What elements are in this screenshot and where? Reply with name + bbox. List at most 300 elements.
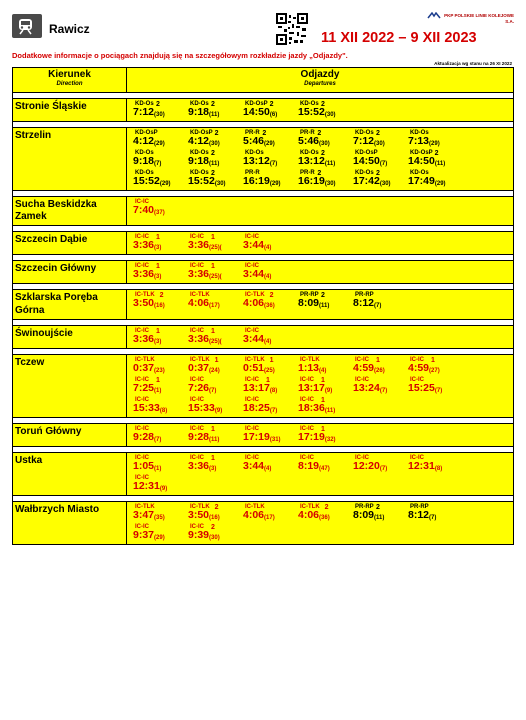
footnote-ref: (11) bbox=[324, 161, 336, 167]
departure-entry bbox=[242, 503, 297, 523]
footnote-ref: (7) bbox=[269, 407, 278, 414]
departure-time: 14:50 bbox=[353, 155, 380, 167]
train-category: IC-IC bbox=[135, 425, 149, 432]
table-row bbox=[13, 261, 514, 284]
footnote-ref: (27) bbox=[429, 367, 440, 374]
footnote-ref: (11) bbox=[374, 514, 385, 521]
departure-time: 15:33 bbox=[188, 401, 215, 414]
departures-grid bbox=[132, 291, 513, 311]
departure-time-wrap bbox=[133, 298, 165, 309]
footnote-ref: (36) bbox=[319, 514, 330, 521]
platform-number: 2 bbox=[376, 130, 380, 137]
train-category: IC-TLK bbox=[245, 356, 265, 363]
departure-entry bbox=[132, 149, 187, 169]
departure-entry bbox=[242, 149, 297, 169]
platform-number: 2 bbox=[376, 503, 380, 511]
qr-code-icon bbox=[276, 13, 308, 45]
departure-time-wrap bbox=[408, 176, 446, 187]
departure-time-wrap bbox=[243, 136, 275, 147]
departure-time: 7:12 bbox=[353, 135, 375, 147]
station-name: Rawicz bbox=[49, 22, 90, 36]
platform-number: 2 bbox=[159, 292, 164, 300]
departure-entry bbox=[352, 291, 407, 311]
footnote-ref: (4) bbox=[264, 245, 272, 252]
departure-entry bbox=[187, 503, 242, 523]
departure-time-wrap bbox=[353, 176, 391, 187]
departure-entry bbox=[132, 100, 187, 120]
departure-time-wrap bbox=[243, 107, 277, 118]
platform-number: 2 bbox=[156, 101, 160, 108]
departure-time-wrap bbox=[298, 510, 330, 521]
departure-time: 12:20 bbox=[353, 459, 380, 472]
departure-time: 18:36 bbox=[298, 401, 325, 414]
footnote-ref: (7) bbox=[379, 465, 388, 472]
departure-entry bbox=[132, 523, 187, 543]
train-category: IC-TLK bbox=[245, 503, 265, 510]
departure-time: 8:09 bbox=[298, 297, 320, 310]
footnote-ref: (8) bbox=[269, 387, 278, 394]
footnote-ref: (6) bbox=[269, 112, 278, 118]
departure-time-wrap bbox=[298, 136, 330, 147]
departure-entry bbox=[297, 291, 352, 311]
departure-entry bbox=[297, 503, 352, 523]
departure-time: 14:50 bbox=[408, 155, 435, 167]
departure-time-wrap bbox=[133, 403, 167, 414]
platform-number: 1 bbox=[431, 356, 435, 364]
departure-entry bbox=[187, 425, 242, 445]
departure-time: 15:52 bbox=[188, 175, 215, 187]
destination-name: Ustka bbox=[13, 452, 127, 495]
footnote-ref: (17) bbox=[209, 303, 220, 310]
departure-entry bbox=[187, 262, 242, 282]
platform-number: 2 bbox=[317, 170, 322, 177]
train-category: IC-IC bbox=[410, 356, 424, 363]
departure-time-wrap bbox=[188, 510, 220, 521]
footnote-ref: (30) bbox=[209, 534, 220, 541]
train-category: KD-Os bbox=[135, 101, 154, 107]
footnote-ref: (7) bbox=[434, 387, 443, 394]
footnote-ref: (30) bbox=[154, 112, 165, 118]
departure-entry bbox=[407, 129, 462, 149]
train-category: IC-IC bbox=[245, 454, 259, 461]
departure-entry bbox=[297, 376, 352, 396]
departure-entry bbox=[242, 356, 297, 376]
train-category: KD-OsP bbox=[355, 150, 378, 156]
train-category: IC-TLK bbox=[190, 356, 210, 363]
footnote-ref: (11) bbox=[209, 436, 220, 443]
departure-time: 4:12 bbox=[133, 135, 155, 147]
departures-cell bbox=[127, 423, 514, 446]
train-category: IC-IC bbox=[135, 327, 149, 334]
departure-time-wrap bbox=[133, 461, 161, 472]
departure-entry bbox=[352, 454, 407, 474]
departure-entry bbox=[187, 100, 242, 120]
platform-number: 1 bbox=[321, 376, 325, 384]
departure-time-wrap bbox=[133, 205, 165, 216]
train-category: PR-R bbox=[245, 170, 260, 176]
departure-time-wrap bbox=[243, 269, 271, 280]
departure-time: 0:51 bbox=[243, 361, 265, 374]
departure-time: 4:06 bbox=[298, 508, 320, 521]
footnote-ref: (8) bbox=[434, 465, 443, 472]
departure-time: 17:19 bbox=[243, 430, 270, 443]
footnote-ref: (4) bbox=[264, 465, 272, 472]
departure-entry bbox=[297, 454, 352, 474]
departure-entry bbox=[187, 396, 242, 416]
table-row bbox=[13, 423, 514, 446]
departure-time: 9:18 bbox=[188, 155, 210, 167]
footnote-ref: (11) bbox=[319, 303, 330, 310]
departure-time-wrap bbox=[188, 240, 222, 251]
departure-time: 14:50 bbox=[243, 106, 270, 118]
departures-label: Odjazdy bbox=[300, 69, 340, 80]
footnote-ref: (35) bbox=[154, 514, 165, 521]
departure-time-wrap bbox=[133, 269, 161, 280]
platform-number: 1 bbox=[211, 425, 215, 433]
departures-grid bbox=[132, 327, 513, 347]
departure-time-wrap bbox=[133, 383, 161, 394]
train-category: IC-IC bbox=[410, 376, 424, 383]
departures-cell bbox=[127, 99, 514, 122]
departure-time: 4:59 bbox=[353, 361, 375, 374]
departure-time-wrap bbox=[298, 156, 335, 167]
footnote-ref: (47) bbox=[319, 465, 330, 472]
footnote-ref: (29) bbox=[434, 181, 446, 187]
operator-logo-icon bbox=[427, 12, 441, 20]
departure-time-wrap bbox=[133, 176, 171, 187]
departure-time-wrap bbox=[353, 461, 387, 472]
train-category: IC-IC bbox=[245, 425, 259, 432]
departure-entry bbox=[352, 503, 407, 523]
departure-time-wrap bbox=[133, 363, 165, 374]
departure-time: 4:06 bbox=[243, 508, 265, 521]
departure-time-wrap bbox=[298, 432, 336, 443]
departure-time: 7:13 bbox=[408, 135, 430, 147]
departure-time: 1:05 bbox=[133, 459, 155, 472]
departure-time: 0:37 bbox=[188, 361, 210, 374]
departure-entry bbox=[352, 149, 407, 169]
train-category: IC-IC bbox=[135, 523, 149, 530]
destination-name: Sucha Beskidzka Zamek bbox=[13, 197, 127, 226]
train-category: IC-IC bbox=[245, 263, 259, 270]
table-row bbox=[13, 99, 514, 122]
footnote-ref: (30) bbox=[379, 181, 391, 187]
departure-time: 0:37 bbox=[133, 361, 155, 374]
departures-cell bbox=[127, 354, 514, 417]
train-category: IC-IC bbox=[300, 376, 314, 383]
train-category: KD-Os bbox=[245, 150, 264, 156]
train-category: IC-TLK bbox=[135, 292, 155, 299]
departure-time: 9:18 bbox=[133, 155, 155, 167]
train-category: IC-IC bbox=[190, 263, 204, 270]
train-category: IC-IC bbox=[245, 396, 259, 403]
departure-time: 17:19 bbox=[298, 430, 325, 443]
departures-cell bbox=[127, 128, 514, 191]
table-row bbox=[13, 325, 514, 348]
departure-time: 17:42 bbox=[353, 175, 380, 187]
platform-number: 1 bbox=[156, 234, 160, 242]
footnote-ref: (11) bbox=[209, 112, 220, 118]
train-category: IC-IC bbox=[355, 356, 369, 363]
departure-time-wrap bbox=[133, 107, 165, 118]
departure-entry bbox=[187, 356, 242, 376]
platform-number: 2 bbox=[376, 170, 380, 177]
platform-number: 1 bbox=[211, 263, 215, 271]
train-category: IC-IC bbox=[245, 327, 259, 334]
departure-time: 3:44 bbox=[243, 459, 265, 472]
departure-time-wrap bbox=[298, 298, 329, 309]
departure-entry bbox=[132, 262, 187, 282]
train-category: IC-IC bbox=[135, 396, 149, 403]
train-category: KD-Os bbox=[135, 150, 154, 156]
departure-time-wrap bbox=[243, 403, 277, 414]
footnote-ref: (30) bbox=[214, 181, 226, 187]
footnote-ref: (25)( bbox=[209, 338, 222, 345]
departure-entry bbox=[187, 291, 242, 311]
train-category: IC-TLK bbox=[190, 292, 210, 299]
departure-time: 5:46 bbox=[298, 135, 320, 147]
platform-number: 2 bbox=[211, 170, 215, 177]
departure-entry bbox=[242, 327, 297, 347]
table-row bbox=[13, 197, 514, 226]
departure-time: 9:28 bbox=[188, 430, 210, 443]
footnote-ref: (8) bbox=[159, 407, 168, 414]
train-category: IC-IC bbox=[190, 327, 204, 334]
departure-entry bbox=[242, 376, 297, 396]
footnote-ref: (11) bbox=[434, 161, 446, 167]
platform-number: 1 bbox=[321, 425, 325, 433]
platform-number: 1 bbox=[269, 356, 274, 364]
departure-time: 8:19 bbox=[298, 459, 320, 472]
footnote-ref: (3) bbox=[154, 274, 162, 281]
footnote-ref: (1) bbox=[154, 387, 162, 394]
departure-time: 3:36 bbox=[133, 332, 155, 345]
platform-number: 2 bbox=[269, 101, 274, 108]
footnote-ref: (7) bbox=[379, 161, 388, 167]
departures-cell bbox=[127, 452, 514, 495]
train-category: KD-Os bbox=[190, 150, 209, 156]
footnote-ref: (24) bbox=[209, 367, 220, 374]
departure-time-wrap bbox=[188, 461, 216, 472]
train-category: KD-Os bbox=[300, 101, 319, 107]
departure-time-wrap bbox=[353, 156, 387, 167]
departure-time-wrap bbox=[298, 403, 335, 414]
train-category: IC-IC bbox=[410, 454, 424, 461]
destination-name: Szczecin Dąbie bbox=[13, 232, 127, 255]
platform-number: 2 bbox=[214, 503, 219, 511]
departures-cell bbox=[127, 290, 514, 319]
footnote-ref: (17) bbox=[264, 514, 275, 521]
departure-entry bbox=[132, 454, 187, 474]
table-row bbox=[13, 232, 514, 255]
departures-grid bbox=[132, 425, 513, 445]
train-category: IC-TLK bbox=[190, 503, 210, 510]
departure-time-wrap bbox=[188, 432, 219, 443]
platform-number: 1 bbox=[156, 263, 160, 271]
footnote-ref: (31) bbox=[269, 436, 281, 443]
departure-time: 16:19 bbox=[298, 175, 325, 187]
departure-time-wrap bbox=[133, 481, 167, 492]
train-category: IC-IC bbox=[300, 425, 314, 432]
train-category: PR-R bbox=[245, 130, 260, 136]
departure-entry bbox=[352, 376, 407, 396]
departures-grid bbox=[132, 100, 513, 120]
departure-entry bbox=[407, 454, 462, 474]
footnote-ref: (3) bbox=[154, 245, 162, 252]
footnote-ref: (7) bbox=[429, 514, 437, 521]
platform-number: 2 bbox=[214, 130, 219, 137]
departure-time-wrap bbox=[408, 363, 440, 374]
direction-header bbox=[13, 68, 127, 93]
departures-grid bbox=[132, 454, 513, 494]
departure-entry bbox=[132, 233, 187, 253]
departure-time-wrap bbox=[243, 334, 271, 345]
departure-time: 12:31 bbox=[133, 479, 160, 492]
train-category: IC-IC bbox=[190, 376, 204, 383]
departure-time-wrap bbox=[133, 334, 161, 345]
departure-time-wrap bbox=[298, 461, 330, 472]
train-category: IC-IC bbox=[245, 376, 259, 383]
departure-time: 3:44 bbox=[243, 268, 265, 281]
departure-entry bbox=[187, 327, 242, 347]
departure-entry bbox=[242, 233, 297, 253]
train-category: KD-Os bbox=[300, 150, 319, 156]
destination-name: Stronie Śląskie bbox=[13, 99, 127, 122]
footnote-ref: (29) bbox=[269, 181, 281, 187]
departure-entry bbox=[297, 129, 352, 149]
footnote-ref: (29) bbox=[429, 141, 440, 147]
platform-number: 1 bbox=[211, 234, 215, 242]
departure-time-wrap bbox=[133, 240, 161, 251]
departure-entry bbox=[132, 425, 187, 445]
departure-time-wrap bbox=[133, 432, 161, 443]
train-category: IC-IC bbox=[190, 396, 204, 403]
train-category: IC-IC bbox=[355, 454, 369, 461]
departure-entry bbox=[242, 291, 297, 311]
table-body bbox=[13, 93, 514, 545]
departure-time-wrap bbox=[298, 363, 326, 374]
departure-time-wrap bbox=[408, 383, 442, 394]
departure-time: 15:25 bbox=[408, 381, 435, 394]
departure-time: 3:36 bbox=[133, 268, 155, 281]
departure-time: 13:17 bbox=[243, 381, 270, 394]
departure-time: 3:44 bbox=[243, 332, 265, 345]
departure-time: 3:36 bbox=[188, 459, 210, 472]
departure-entry bbox=[297, 425, 352, 445]
departure-entry bbox=[297, 149, 352, 169]
departure-time: 13:12 bbox=[243, 155, 270, 167]
train-category: KD-Os bbox=[135, 170, 154, 176]
departure-time-wrap bbox=[133, 530, 165, 541]
train-category: PR-RP bbox=[300, 292, 319, 299]
train-category: KD-OsP bbox=[245, 101, 268, 107]
departure-entry bbox=[297, 169, 352, 189]
departures-cell bbox=[127, 232, 514, 255]
train-category: IC-IC bbox=[190, 454, 204, 461]
footnote-ref: (30) bbox=[324, 112, 336, 118]
footnote-ref: (25) bbox=[264, 367, 275, 374]
departure-time: 3:36 bbox=[188, 268, 210, 281]
footnote-ref: (7) bbox=[374, 303, 382, 310]
departures-grid bbox=[132, 198, 513, 218]
departure-time: 17:49 bbox=[408, 175, 435, 187]
departure-time: 7:26 bbox=[188, 381, 210, 394]
departure-entry bbox=[187, 523, 242, 543]
destination-name: Szczecin Główny bbox=[13, 261, 127, 284]
train-category: IC-IC bbox=[135, 263, 149, 270]
train-category: IC-IC bbox=[300, 396, 314, 403]
header bbox=[12, 10, 514, 50]
train-category: PR-RP bbox=[355, 292, 374, 299]
platform-number: 1 bbox=[156, 327, 160, 335]
table-row bbox=[13, 290, 514, 319]
departure-time-wrap bbox=[188, 107, 219, 118]
departure-time: 7:40 bbox=[133, 204, 155, 216]
departure-time-wrap bbox=[243, 461, 271, 472]
footnote-ref: (4) bbox=[319, 367, 327, 374]
departure-entry bbox=[132, 356, 187, 376]
departure-time: 5:46 bbox=[243, 135, 265, 147]
footnote-ref: (7) bbox=[154, 161, 162, 167]
departure-time-wrap bbox=[353, 510, 384, 521]
departure-time: 4:06 bbox=[243, 297, 265, 310]
departure-time-wrap bbox=[243, 156, 277, 167]
footnote-ref: (16) bbox=[154, 303, 165, 310]
train-category: IC-TLK bbox=[300, 503, 320, 510]
train-category: KD-OsP bbox=[135, 130, 158, 136]
departure-time-wrap bbox=[408, 156, 445, 167]
train-category: KD-Os bbox=[355, 130, 374, 136]
departure-entry bbox=[242, 396, 297, 416]
departure-time-wrap bbox=[408, 510, 436, 521]
departure-entry bbox=[242, 262, 297, 282]
platform-number: 1 bbox=[156, 376, 160, 384]
footnote-ref: (9) bbox=[324, 387, 333, 394]
departures-cell bbox=[127, 325, 514, 348]
departure-entry bbox=[352, 356, 407, 376]
train-category: IC-TLK bbox=[245, 292, 265, 299]
train-icon bbox=[12, 14, 42, 38]
train-category: IC-TLK bbox=[135, 356, 155, 363]
footnote-ref: (7) bbox=[379, 387, 388, 394]
departure-time-wrap bbox=[188, 176, 226, 187]
departure-time-wrap bbox=[408, 461, 442, 472]
departure-entry bbox=[132, 396, 187, 416]
departures-cell bbox=[127, 501, 514, 544]
departure-entry bbox=[242, 454, 297, 474]
departure-time-wrap bbox=[408, 136, 440, 147]
table-header bbox=[13, 68, 514, 93]
footnote-ref: (11) bbox=[209, 161, 220, 167]
footnote-ref: (36) bbox=[264, 303, 275, 310]
destination-name: Szklarska Poręba Górna bbox=[13, 290, 127, 319]
departure-time: 9:28 bbox=[133, 430, 155, 443]
footnote-ref: (29) bbox=[264, 141, 275, 147]
departure-time-wrap bbox=[188, 383, 216, 394]
departure-time: 3:36 bbox=[188, 239, 210, 252]
platform-number: 2 bbox=[211, 150, 215, 157]
departure-time: 4:06 bbox=[188, 297, 210, 310]
departure-time: 3:36 bbox=[133, 239, 155, 252]
departure-entry bbox=[132, 474, 187, 494]
train-category: PR-R bbox=[300, 170, 315, 176]
departure-entry bbox=[297, 396, 352, 416]
departure-time-wrap bbox=[188, 334, 222, 345]
platform-number: 2 bbox=[321, 150, 325, 157]
train-category: IC-IC bbox=[135, 474, 149, 481]
departure-time: 7:12 bbox=[133, 106, 155, 118]
footnote-ref: (29) bbox=[159, 181, 171, 187]
